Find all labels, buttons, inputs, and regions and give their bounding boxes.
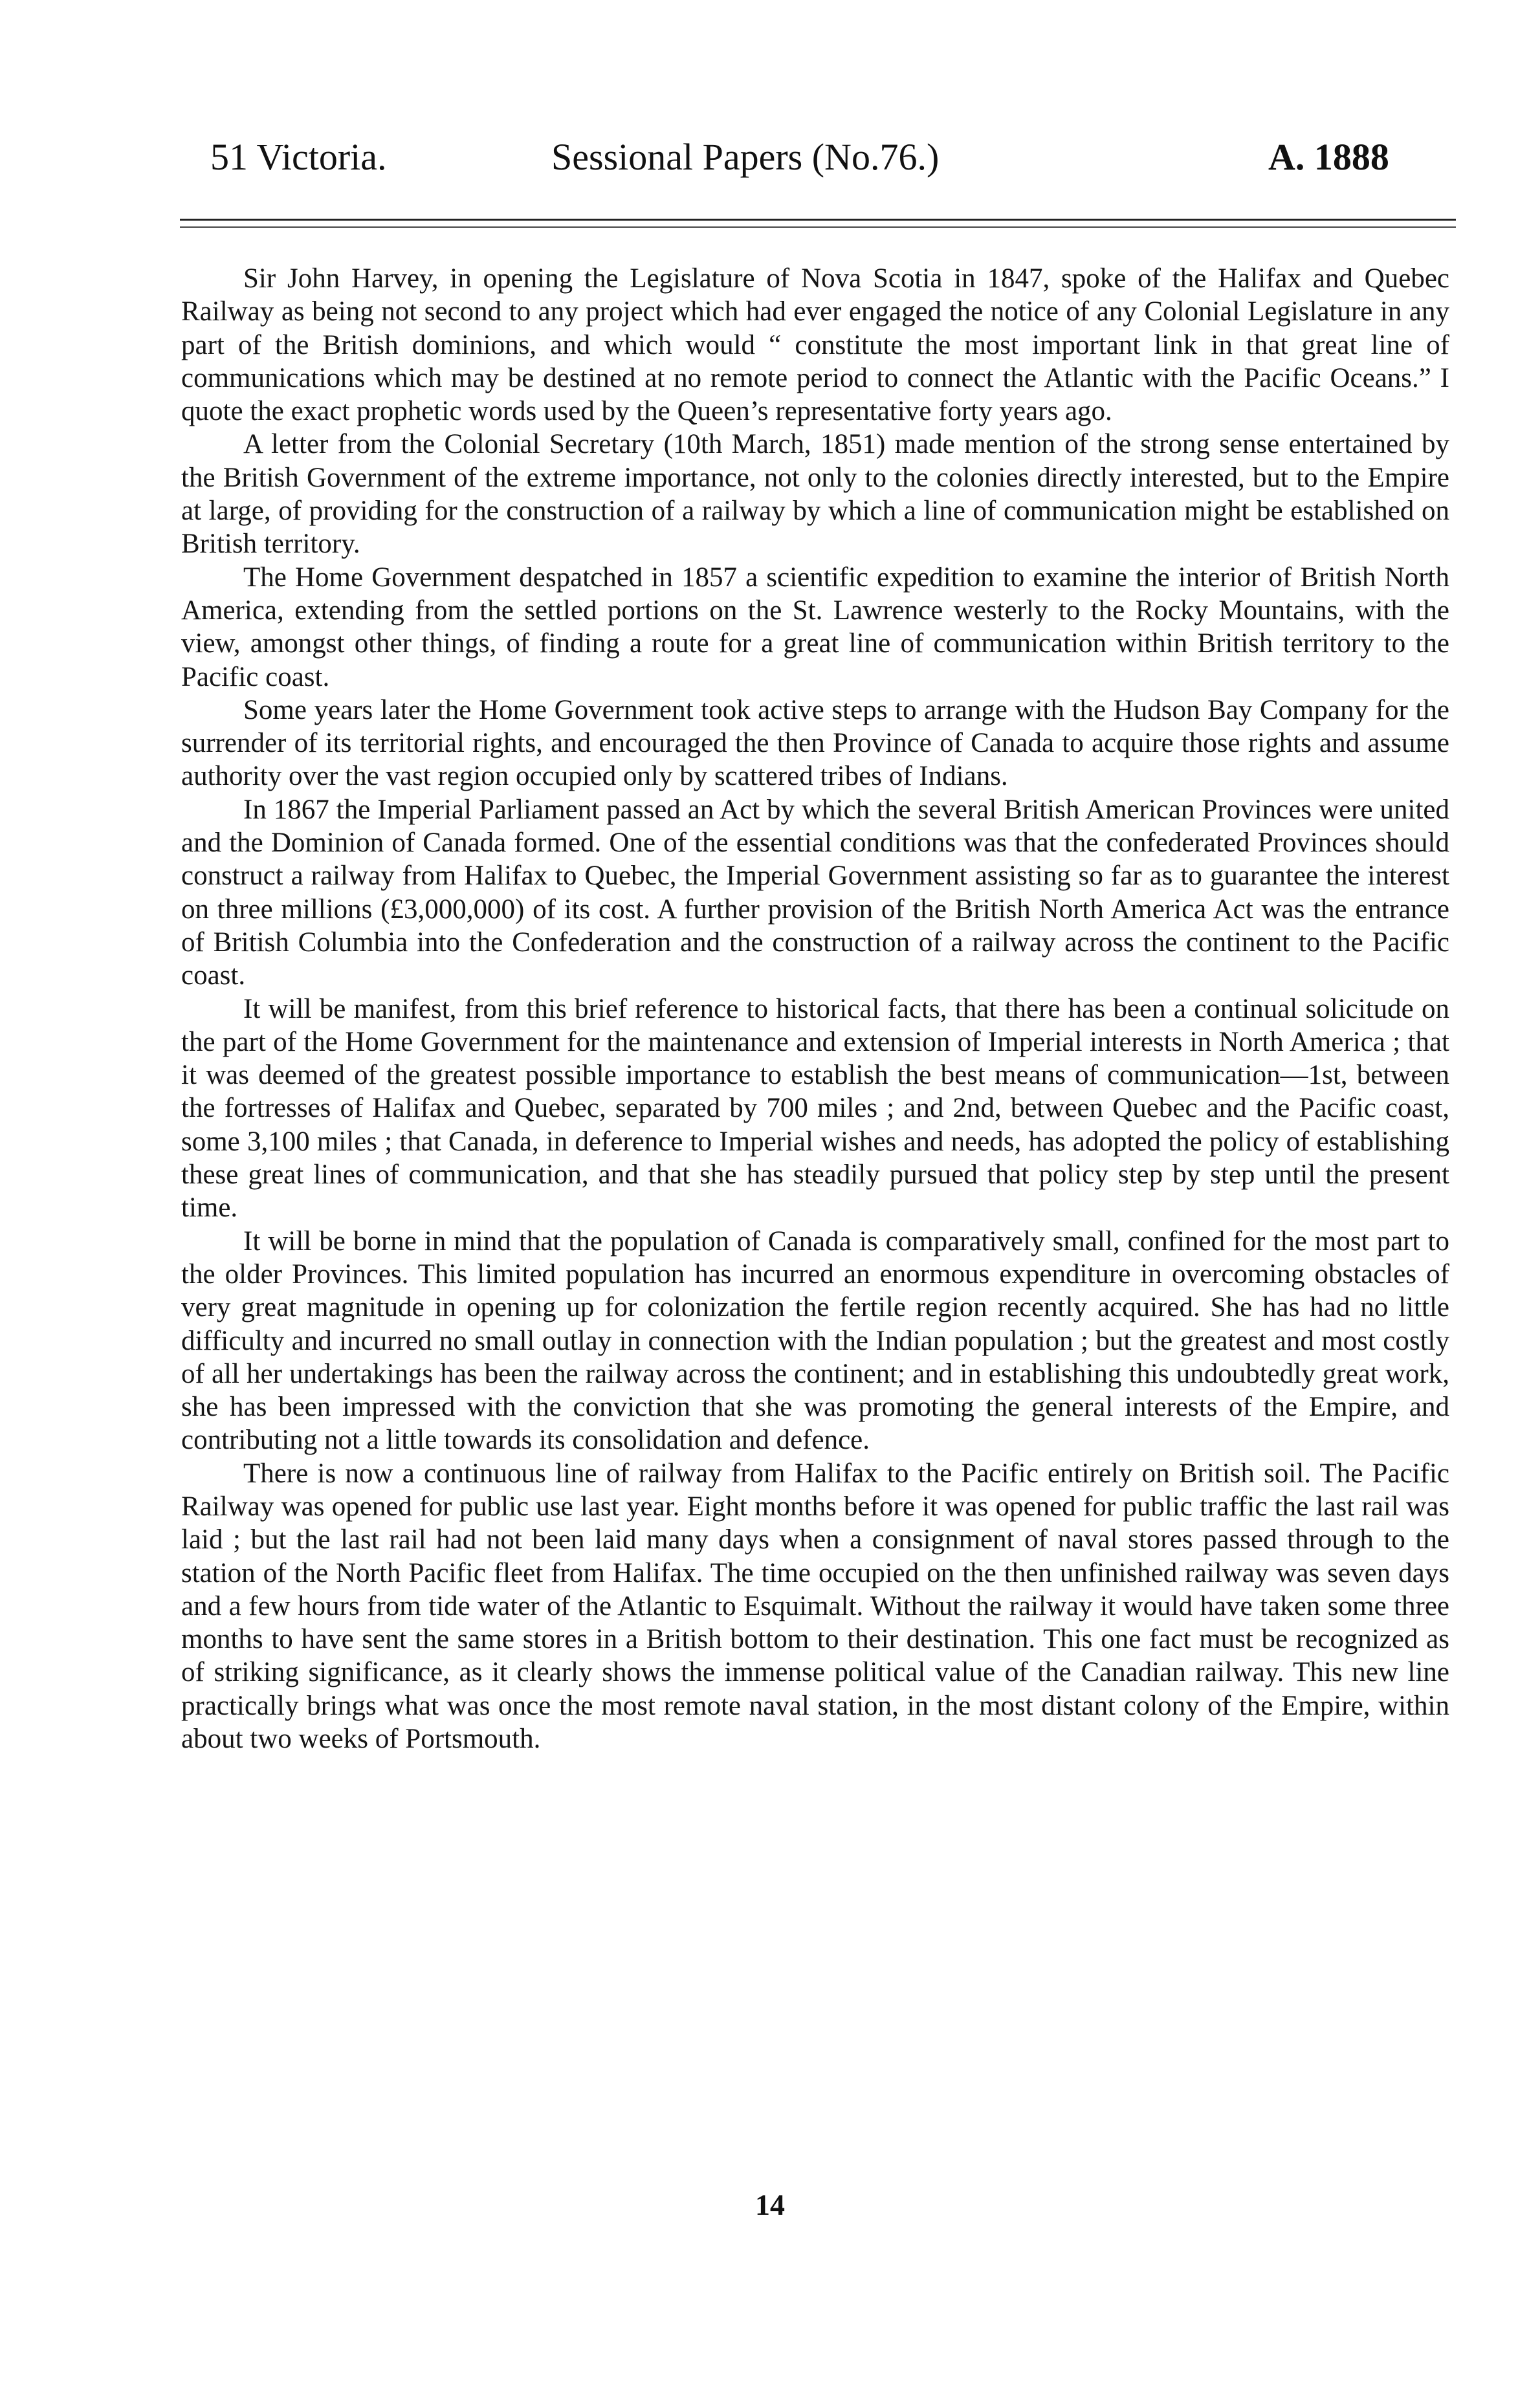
paragraph-harvey-1847: Sir John Harvey, in opening the Legislature of Nova Scotia in 1847, spoke of the Halifax and Quebec Railway as being not second to any project which had ever engaged the notice of any Colonial Legislature in any part of the British dominions, and which would “ constitute the most important link in that great line of communications which may be destined at no remote period to connect the Atlantic with the Pacific Oceans.” I quote the exact prophetic words used by the Queen’s representative forty years ago. [181,263,1449,427]
paragraph-confederation-1867: In 1867 the Imperial Parliament passed an Act by which the several British American Provinces were united and the Dominion of Canada formed. One of the essential conditions was that the confederated Provinces should construct a railway from Halifax to Quebec, the Imperial Government assisting so far as to guarantee the interest on three millions (£3,000,000) of its cost. A further provision of the British North America Act was the entrance of British Columbia into the Confederation and the construction of a railway across the continent to the Pacific coast. [181,794,1449,991]
page-header [0,128,1540,186]
paragraph-population: It will be borne in mind that the population of Canada is comparatively small, confined for the most part to the older Provinces. This limited population has incurred an enormous expenditure in overcoming obstacles of very great magnitude in opening up for colonization the fertile region recently acquired. She has had no little difficulty and incurred no small outlay in connection with the Indian population ; but the greatest and most costly of all her undertakings has been the railway across the continent; and in establishing this undoubtedly great work, she has been impressed with the conviction that she was promoting the general interests of the Empire, and contributing not a little towards its consolidation and defence. [181,1225,1449,1456]
paragraph-expedition-1857: The Home Government despatched in 1857 a scientific expedition to examine the interior of British North America, extending from the settled portions on the St. Lawrence westerly to the Rocky Mountains, with the view, amongst other things, of finding a route for a great line of communication within British territory to the Pacific coast. [181,562,1449,692]
header-year: A. 1888 [1268,136,1389,178]
header-sessional-papers: Sessional Papers (No.76.) [551,136,940,178]
paragraph-historical-facts: It will be manifest, from this brief reference to historical facts, that there has been a continual solicitude on the part of the Home Government for the maintenance and extension of Imperial interests in North America ; that it was deemed of the greatest possible importance to establish the best means of communication—1st, between the fortresses of Halifax and Quebec, separated by 700 miles ; and 2nd, between Quebec and the Pacific coast, some 3,100 miles ; that Canada, in deference to Imperial wishes and needs, has adopted the policy of establishing these great lines of communication, and that she has steadily pursued that policy step by step until the present time. [181,993,1449,1224]
document-body [181,262,1449,1755]
paragraph-colonial-secretary-1851: A letter from the Colonial Secretary (10th March, 1851) made mention of the strong sense entertained by the British Government of the extreme importance, not only to the colonies directly interested, but to the Empire at large, of providing for the construction of a railway by which a line of communication might be established on British territory. [181,429,1449,560]
header-session: 51 Victoria. [210,136,387,178]
page-number: 14 [755,2188,785,2221]
paragraph-continuous-line: There is now a continuous line of railway from Halifax to the Pacific entirely on British soil. The Pacific Railway was opened for public use last year. Eight months before it was opened for public traffic the last rail was laid ; but the last rail had not been laid many days when a consignment of naval stores passed through to the station of the North Pacific fleet from Halifax. The time occupied on the then unfinished railway was seven days and a few hours from tide water of the Atlantic to Esquimalt. Without the railway it would have taken some three months to have sent the same stores in a British bottom to their destination. This one fact must be recognized as of striking significance, as it clearly shows the immense political value of the Canadian railway. This new line practically brings what was once the most remote naval station, in the most distant colony of the Empire, within about two weeks of Portsmouth. [181,1458,1449,1755]
paragraph-hudson-bay: Some years later the Home Government took active steps to arrange with the Hudson Bay Company for the surrender of its territorial rights, and encouraged the then Province of Canada to acquire those rights and assume authority over the vast region occupied only by scattered tribes of Indians. [181,694,1449,792]
header-rule-thick [180,219,1456,221]
header-rule-thin [180,226,1456,228]
